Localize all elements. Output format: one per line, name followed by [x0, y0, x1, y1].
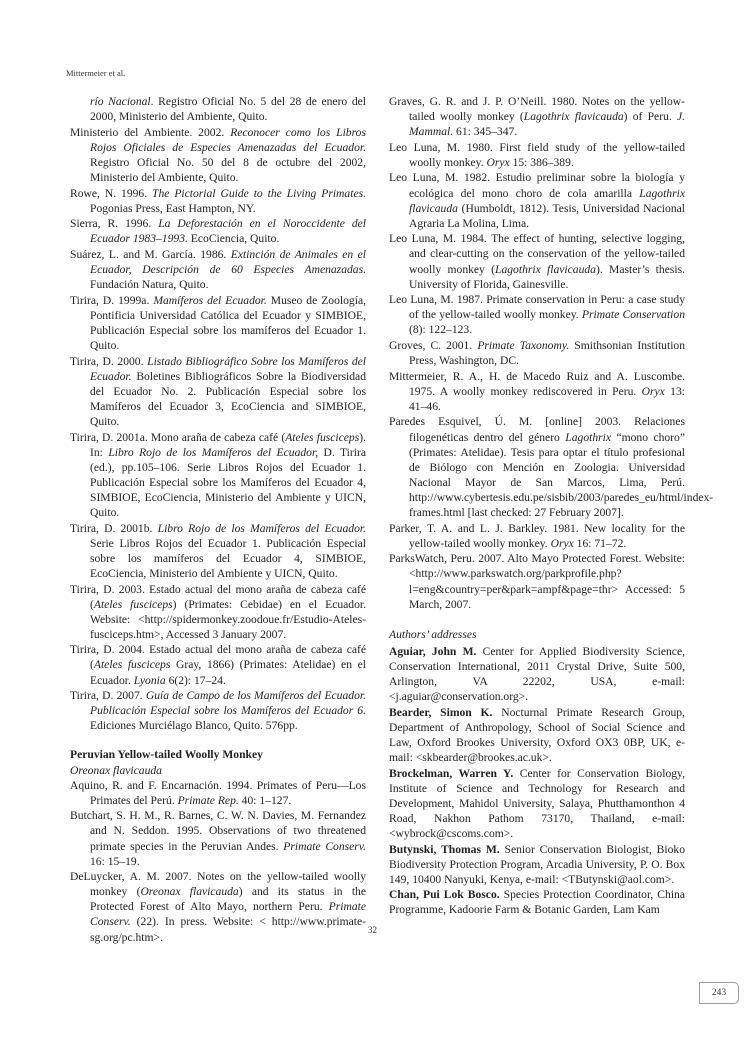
reference-text: Sierra, R. 1996.	[70, 217, 159, 231]
reference-text: “mono choro” (Primates: Atelidae). Tesis para optar el título profesional de Biólogo con Mención en Zoologia. Universidad Nacional Mayor de San Marcos, Lima, Perú. http://www.cybertesis.edu.pe/sisbib/2003/paredes_eu/html/index-frames.html [last checked: 27 February 2007].	[409, 430, 714, 520]
reference-entry	[70, 521, 366, 581]
reference-text: Aquino, R. and F. Encarnación. 1994. Primates of Peru—Los Primates del Perú.	[70, 778, 366, 807]
reference-entry	[70, 642, 366, 687]
addresses-heading: Authors’ addresses	[389, 627, 477, 641]
reference-text: Smithsonian Institution Press, Washington, DC.	[409, 339, 686, 368]
reference-entry	[70, 354, 366, 429]
author-name: Chan, Pui Lok Bosco.	[389, 888, 500, 902]
reference-italic-text: Lagothrix flavicauda	[523, 110, 624, 124]
reference-text: ) and its status in the Protected Forest of Alto Mayo, northern Peru.	[90, 885, 366, 914]
reference-italic-text: Reconocer como los Libros Rojos Oficiales de Especies Amenazadas del Ecuador.	[90, 125, 366, 154]
reference-text: 16: 71–72.	[573, 536, 627, 550]
reference-text: Tirira, D. 2001a. Mono araña de cabeza café (	[70, 430, 286, 444]
reference-text: Tirira, D. 2000.	[70, 354, 148, 368]
reference-text: (8): 122–123.	[409, 323, 473, 337]
author-name: Brockelman, Warren Y.	[389, 766, 514, 780]
reference-text: Leo Luna, M. 1987. Primate conservation in Peru: a case study of the yellow-tailed woolly monkey.	[389, 293, 685, 322]
reference-text: 15: 386–389.	[509, 155, 574, 169]
reference-entry	[389, 231, 685, 291]
author-address-text: Center for Applied Biodiversity Science, Conservation International, 2011 Crystal Drive, Suite 500, Arlington, VA 22202, USA, e-mail: <j.aguiar@conservation.org>.	[389, 644, 685, 704]
reference-italic-text: Oryx	[550, 536, 574, 550]
corner-page-number: 243	[711, 988, 727, 998]
reference-italic-text: Oreonax flavicauda	[140, 885, 239, 899]
corner-page-tab	[699, 982, 739, 1004]
reference-entry	[389, 521, 685, 551]
author-address	[389, 644, 685, 704]
reference-list	[70, 778, 366, 945]
page-number: 32	[368, 925, 377, 935]
reference-entry	[70, 186, 366, 216]
reference-entry	[389, 338, 685, 368]
address-list	[389, 644, 685, 918]
reference-italic-text: The Pictorial Guide to the Living Primates.	[152, 186, 366, 200]
author-name: Butynski, Thomas M.	[389, 842, 500, 856]
reference-italic-text: Primate Conserv.	[283, 839, 366, 853]
reference-entry	[70, 808, 366, 868]
author-address	[389, 766, 685, 841]
right-column	[389, 94, 714, 918]
reference-text: Mittermeier, R. A., H. de Macedo Ruiz and A. Luscombe. 1975. A woolly monkey rediscovered in Peru.	[389, 369, 685, 398]
reference-text: Leo Luna, M. 1984. The effect of hunting, selective logging, and clear-cutting on the conservation of the yellow-tailed woolly monkey (	[389, 232, 685, 276]
reference-text: ). Master’s thesis. University of Florida, Gainesville.	[409, 262, 685, 291]
reference-italic-text: Libro Rojo de los Mamíferos del Ecuador.	[157, 521, 366, 535]
author-address	[389, 887, 685, 917]
reference-italic-text: Lyonia	[133, 673, 166, 687]
reference-text: Suárez, L. and M. García. 1986.	[70, 247, 231, 261]
reference-text: Leo Luna, M. 1982. Estudio preliminar sobre la biología y ecológica del mono choro de cola amarilla	[389, 171, 685, 200]
reference-italic-text: Primate Conserv.	[90, 900, 366, 929]
author-address-text: Center for Conservation Biology, Institute of Science and Technology for Research and Development, Mahidol University, Salaya, Phutthamonthon 4 Road, Nakhon Pathom 73170, Thailand, e-mail: <wybrock@cscoms.com>.	[389, 766, 685, 840]
author-name: Bearder, Simon K.	[389, 705, 493, 719]
reference-text: Boletines Bibliográficos Sobre la Biodiversidad del Ecuador No. 2. Publicación Especial sobre los Mamíferos del Ecuador 3, EcoCiencia and SIMBIOE, Quito.	[90, 369, 366, 428]
author-address-text: Senior Conservation Biologist, Bioko Biodiversity Protection Program, Arcadia University, P. O. Box 149, 10400 Nanyuki, Kenya, e-mail: <TButynski@aol.com>.	[389, 842, 685, 886]
reference-text: 61: 345–347.	[453, 125, 518, 139]
reference-text: (22). In press. Website: < http://www.primate-sg.org/pc.htm>.	[90, 915, 366, 944]
reference-italic-text: Primate Taxonomy.	[477, 339, 570, 352]
reference-entry	[389, 292, 685, 337]
author-address-text: Nocturnal Primate Research Group, Department of Anthropology, School of Social Science and Law, Oxford Brookes University, Oxford OX3 0BP, UK, e-mail: <skbearder@brookes.ac.uk>.	[389, 705, 685, 764]
reference-text: Tirira, D. 2003. Estado actual del mono araña de cabeza café (	[70, 582, 366, 611]
reference-entry	[70, 582, 366, 642]
reference-text: Rowe, N. 1996.	[70, 186, 153, 200]
reference-text: (Humboldt, 1812). Tesis, Universidad Nacional Agraria La Molina, Lima.	[409, 201, 685, 230]
reference-italic-text: Oryx	[641, 384, 665, 398]
reference-italic-text: Libro Rojo de los Mamíferos del Ecuador,	[108, 445, 319, 459]
reference-text: Tirira, D. 2004. Estado actual del mono araña de cabeza café (	[70, 643, 366, 672]
reference-text: Groves, C. 2001.	[389, 339, 478, 352]
reference-entry	[389, 140, 685, 170]
reference-text: EcoCiencia, Quito.	[187, 232, 280, 246]
reference-text: 40: 1–127.	[238, 793, 292, 807]
reference-entry	[70, 778, 366, 808]
reference-text: Paredes Esquivel, Ú. M. [online] 2003. Relaciones filogenéticas dentro del género	[389, 415, 685, 444]
reference-entry	[389, 170, 685, 230]
author-address-text: Species Protection Coordinator, China Programme, Kadoorie Farm & Botanic Garden, Lam Kam	[389, 888, 685, 917]
reference-text: Pogonias Press, East Hampton, NY.	[90, 201, 256, 215]
reference-entry	[389, 414, 714, 520]
reference-text: ParksWatch, Peru. 2007. Alto Mayo Protected Forest. Website: <http://www.parkswatch.org/parkprofile.php?l=eng&country=per&park=ampf&page=thr> Accessed: 5 March, 2007.	[389, 552, 685, 611]
reference-text: Ediciones Murciélago Blanco, Quito. 576pp.	[90, 719, 298, 733]
reference-entry	[70, 688, 366, 733]
section-subheading: Oreonax flavicauda	[70, 763, 162, 777]
reference-text: . Registro Oficial No. 5 del 28 de enero del 2000, Ministerio del Ambiente, Quito.	[90, 95, 367, 124]
reference-text: Leo Luna, M. 1980. First field study of the yellow-tailed woolly monkey.	[389, 140, 685, 169]
reference-text: Tirira, D. 2007.	[70, 689, 146, 703]
reference-entry	[70, 293, 366, 353]
reference-entry	[389, 551, 685, 611]
reference-text: Tirira, D. 1999a.	[70, 293, 154, 307]
reference-text: 13: 41–46.	[409, 384, 686, 413]
reference-entry	[70, 216, 366, 246]
reference-text: Museo de Zoología, Pontificia Universidad Católica del Ecuador y SIMBIOE, Publicación Especial sobre los mamíferos del Ecuador 1. Quito.	[90, 293, 366, 352]
reference-text: Ministerio del Ambiente. 2002.	[70, 125, 231, 139]
author-address	[389, 842, 685, 887]
left-column	[70, 94, 366, 945]
reference-text: ) of Peru.	[623, 110, 677, 124]
reference-text: ) (Primates: Cebidae) en el Ecuador. Website: <http://spidermonkey.zoodoue.fr/Estudio-Ateles-fusciceps.htm>, Accessed 3 January 2007.	[90, 597, 366, 641]
reference-entry	[389, 369, 685, 414]
reference-text: Fundación Natura, Quito.	[90, 278, 209, 292]
reference-italic-text: Ateles fusciceps	[93, 658, 171, 672]
reference-text: ). In:	[90, 430, 366, 459]
reference-italic-text: Primate Rep.	[177, 793, 239, 807]
reference-entry	[70, 94, 366, 124]
reference-entry	[70, 430, 366, 521]
reference-italic-text: río Nacional	[90, 95, 151, 108]
author-address	[389, 705, 685, 765]
reference-italic-text: Lagothrix flavicauda	[495, 262, 596, 276]
reference-italic-text: Guía de Campo de los Mamíferos del Ecuador. Publicación Especial sobre los Mamíferos del Ecuador 6.	[90, 689, 366, 718]
reference-entry	[70, 125, 366, 185]
section-heading: Peruvian Yellow-tailed Woolly Monkey	[70, 748, 263, 762]
reference-text: Serie Libros Rojos del Ecuador 1. Publicación Especial sobre los mamíferos del Ecuador 4, SIMBIOE, EcoCiencia, Ministerio del Ambiente y UICN, Quito.	[90, 536, 366, 580]
reference-italic-text: Mamíferos del Ecuador.	[153, 293, 267, 307]
reference-italic-text: J. Mammal.	[409, 110, 685, 139]
reference-text: DeLuycker, A. M. 2007. Notes on the yellow-tailed woolly monkey (	[70, 870, 366, 899]
running-head: Mittermeier et al.	[66, 68, 126, 78]
reference-entry	[389, 94, 685, 139]
reference-text: D. Tirira (ed.), pp.105–106. Serie Libros Rojos del Ecuador 1. Publicación Especial sobre los Mamíferos del Ecuador 4, SIMBIOE, EcoCiencia, Ministerio del Ambiente y UICN, Quito.	[90, 445, 366, 520]
reference-text: 6(2): 17–24.	[165, 673, 226, 687]
reference-italic-text: Lagothrix flavicauda	[409, 186, 685, 215]
reference-italic-text: Extinción de Animales en el Ecuador, Descripción de 60 Especies Amenazadas.	[90, 247, 367, 277]
reference-list	[70, 94, 366, 733]
reference-italic-text: Listado Bibliográfico Sobre los Mamíferos del Ecuador.	[90, 354, 366, 383]
reference-text: Butchart, S. H. M., R. Barnes, C. W. N. Davies, M. Fernandez and N. Seddon. 1995. Observations of two threatened primate species in the Peruvian Andes.	[70, 809, 366, 853]
reference-text: Graves, G. R. and J. P. O’Neill. 1980. Notes on the yellow-tailed woolly monkey (	[389, 95, 685, 124]
author-name: Aguiar, John M.	[389, 644, 477, 658]
reference-italic-text: Ateles fusciceps	[93, 597, 173, 611]
reference-text: Tirira, D. 2001b.	[70, 521, 158, 535]
reference-italic-text: Lagothrix	[565, 430, 612, 444]
reference-text: Gray, 1866) (Primates: Atelidae) en el Ecuador.	[90, 658, 366, 687]
reference-italic-text: Oryx	[486, 155, 510, 169]
reference-text: 16: 15–19.	[90, 854, 140, 868]
reference-list	[389, 94, 714, 612]
reference-text: Parker, T. A. and L. J. Barkley. 1981. New locality for the yellow-tailed woolly monkey.	[389, 521, 685, 550]
reference-italic-text: La Deforestación en el Noroccidente del Ecuador 1983–1993.	[90, 217, 366, 246]
reference-italic-text: Ateles fusciceps	[285, 430, 360, 444]
reference-italic-text: Primate Conservation	[581, 308, 685, 322]
reference-text: Registro Oficial No. 50 del 8 de octubre del 2002, Ministerio del Ambiente, Quito.	[90, 155, 366, 184]
reference-entry	[70, 247, 366, 292]
